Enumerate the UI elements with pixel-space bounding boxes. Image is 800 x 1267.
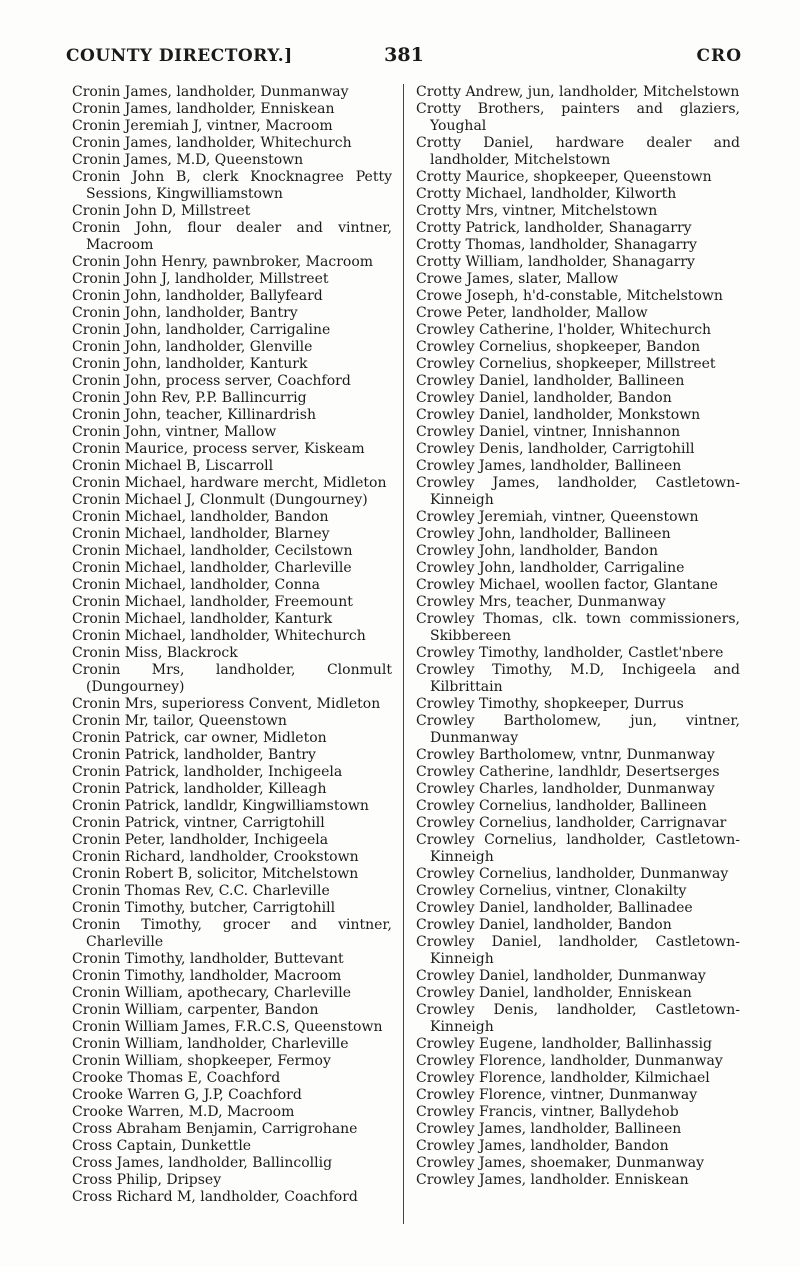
directory-entry: Crowley Denis, landholder, Castletown-Kinneigh: [416, 1002, 740, 1035]
directory-entry: Cronin John Rev, P.P. Ballincurrig: [72, 390, 307, 406]
directory-entry: Crooke Thomas E, Coachford: [72, 1070, 281, 1086]
directory-entry: Cronin Michael, landholder, Charleville: [72, 560, 352, 576]
page-header: [66, 46, 742, 74]
directory-entry: Cronin William, apothecary, Charleville: [72, 985, 352, 1001]
directory-entry: Cronin Patrick, vintner, Carrigtohill: [72, 815, 325, 831]
directory-entry: Cronin John Henry, pawnbroker, Macroom: [72, 254, 374, 270]
directory-entry: Cronin Peter, landholder, Inchigeela: [72, 832, 329, 848]
directory-entry: Cronin Michael B, Liscarroll: [72, 458, 274, 474]
right-column: [416, 84, 740, 1189]
directory-entry: Crowley Thomas, clk. town commissioners, Skibbereen: [416, 611, 740, 644]
directory-entry: Cronin John J, landholder, Millstreet: [72, 271, 329, 287]
directory-entry: Crowley Eugene, landholder, Ballinhassig: [416, 1036, 712, 1052]
directory-entry: Crowley Cornelius, shopkeeper, Bandon: [416, 339, 701, 355]
column-divider: [403, 84, 404, 1224]
directory-entry: Crowley John, landholder, Carrigaline: [416, 560, 685, 576]
directory-entry: Crowley John, landholder, Ballineen: [416, 526, 671, 542]
directory-entry: Crowley Daniel, landholder, Dunmanway: [416, 968, 706, 984]
directory-entry: Crotty William, landholder, Shanagarry: [416, 254, 695, 270]
directory-entry: Cronin John, landholder, Ballyfeard: [72, 288, 323, 304]
directory-entry: Crowley Mrs, teacher, Dunmanway: [416, 594, 666, 610]
directory-entry: Cronin Thomas Rev, C.C. Charleville: [72, 883, 330, 899]
directory-entry: Cronin John B, clerk Knocknagree Petty Sessions, Kingwilliamstown: [72, 169, 392, 202]
directory-entry: Cronin James, landholder, Enniskean: [72, 101, 335, 117]
directory-entry: Cross Captain, Dunkettle: [72, 1138, 252, 1154]
directory-entry: Crowe James, slater, Mallow: [416, 271, 619, 287]
directory-entry: Cronin Robert B, solicitor, Mitchelstown: [72, 866, 359, 882]
directory-entry: Crooke Warren, M.D, Macroom: [72, 1104, 295, 1120]
directory-entry: Crowley Timothy, landholder, Castlet'nbere: [416, 645, 724, 661]
directory-entry: Crowley Catherine, landhldr, Desertserges: [416, 764, 720, 780]
directory-entry: Crowley Florence, landholder, Dunmanway: [416, 1053, 723, 1069]
directory-entry: Cronin Patrick, landholder, Bantry: [72, 747, 316, 763]
directory-entry: Cronin Patrick, car owner, Midleton: [72, 730, 327, 746]
directory-entry: Cronin Patrick, landldr, Kingwilliamstown: [72, 798, 369, 814]
directory-entry: Cross Philip, Dripsey: [72, 1172, 222, 1188]
directory-entry: Cronin Michael, landholder, Blarney: [72, 526, 330, 542]
directory-entry: Cross Richard M, landholder, Coachford: [72, 1189, 358, 1205]
directory-entry: Crowley James, shoemaker, Dunmanway: [416, 1155, 705, 1171]
directory-entry: Cronin Mr, tailor, Queenstown: [72, 713, 287, 729]
directory-entry: Crowley James, landholder, Bandon: [416, 1138, 669, 1154]
directory-entry: Cronin John, landholder, Bantry: [72, 305, 298, 321]
directory-entry: Cronin Timothy, landholder, Buttevant: [72, 951, 344, 967]
directory-entry: Crotty Brothers, painters and glaziers, Youghal: [416, 101, 740, 134]
directory-entry: Cronin Michael, landholder, Whitechurch: [72, 628, 366, 644]
directory-entry: Crotty Andrew, jun, landholder, Mitchelstown: [416, 84, 740, 100]
directory-entry: Crowley Bartholomew, jun, vintner, Dunmanway: [416, 713, 740, 746]
page-number: 381: [384, 44, 424, 66]
directory-entry: Cronin John, landholder, Carrigaline: [72, 322, 331, 338]
directory-entry: Cronin James, landholder, Dunmanway: [72, 84, 349, 100]
directory-entry: Crowley Denis, landholder, Carrigtohill: [416, 441, 695, 457]
directory-entry: Cronin William James, F.R.C.S, Queenstown: [72, 1019, 383, 1035]
directory-entry: Cronin John, teacher, Killinardrish: [72, 407, 316, 423]
directory-entry: Crowley Florence, vintner, Dunmanway: [416, 1087, 698, 1103]
directory-entry: Crowley Daniel, landholder, Ballinadee: [416, 900, 693, 916]
directory-entry: Crotty Michael, landholder, Kilworth: [416, 186, 677, 202]
directory-entry: Cronin Michael, landholder, Kanturk: [72, 611, 333, 627]
directory-entry: Crowley Daniel, vintner, Innishannon: [416, 424, 681, 440]
directory-entry: Crowley Jeremiah, vintner, Queenstown: [416, 509, 699, 525]
directory-entry: Cronin John D, Millstreet: [72, 203, 251, 219]
directory-entry: Crowley Cornelius, shopkeeper, Millstreet: [416, 356, 716, 372]
directory-entry: Crowley Cornelius, landholder, Carrignavar: [416, 815, 727, 831]
directory-entry: Cronin Timothy, butcher, Carrigtohill: [72, 900, 336, 916]
directory-entry: Cronin John, vintner, Mallow: [72, 424, 277, 440]
directory-entry: Crowley James, landholder, Ballineen: [416, 458, 682, 474]
directory-entry: Crowley Daniel, landholder, Bandon: [416, 390, 672, 406]
directory-entry: Crowley Timothy, shopkeeper, Durrus: [416, 696, 684, 712]
directory-entry: Crowley Michael, woollen factor, Glantane: [416, 577, 718, 593]
directory-entry: Crowley Bartholomew, vntnr, Dunmanway: [416, 747, 715, 763]
directory-entry: Crowley Catherine, l'holder, Whitechurch: [416, 322, 712, 338]
directory-entry: Crowley John, landholder, Bandon: [416, 543, 658, 559]
directory-entry: Crowley James, landholder, Ballineen: [416, 1121, 682, 1137]
directory-entry: Crowley Charles, landholder, Dunmanway: [416, 781, 715, 797]
directory-entry: Cronin Timothy, grocer and vintner, Charleville: [72, 917, 392, 950]
directory-entry: Crowley Daniel, landholder, Enniskean: [416, 985, 692, 1001]
directory-entry: Cronin Mrs, superioress Convent, Midleton: [72, 696, 381, 712]
directory-entry: Cronin John, process server, Coachford: [72, 373, 351, 389]
directory-entry: Cronin James, landholder, Whitechurch: [72, 135, 352, 151]
directory-entry: Cronin James, M.D, Queenstown: [72, 152, 304, 168]
directory-entry: Crotty Maurice, shopkeeper, Queenstown: [416, 169, 712, 185]
directory-entry: Cronin Richard, landholder, Crookstown: [72, 849, 359, 865]
directory-entry: Crowley Cornelius, landholder, Castletown-Kinneigh: [416, 832, 740, 865]
left-column: [72, 84, 392, 1206]
directory-entry: Cross James, landholder, Ballincollig: [72, 1155, 333, 1171]
running-head-right: CRO: [696, 46, 742, 66]
directory-entry: Crowley James, landholder. Enniskean: [416, 1172, 689, 1188]
directory-entry: Crowley Daniel, landholder, Monkstown: [416, 407, 701, 423]
directory-entry: Cronin Michael, landholder, Cecilstown: [72, 543, 353, 559]
directory-entry: Cronin John, flour dealer and vintner, Macroom: [72, 220, 392, 253]
directory-entry: Cronin Maurice, process server, Kiskeam: [72, 441, 365, 457]
directory-entry: Crotty Mrs, vintner, Mitchelstown: [416, 203, 658, 219]
directory-entry: Crowley Florence, landholder, Kilmichael: [416, 1070, 710, 1086]
directory-entry: Cronin William, carpenter, Bandon: [72, 1002, 319, 1018]
directory-entry: Crowley Daniel, landholder, Bandon: [416, 917, 672, 933]
directory-entry: Crowley Daniel, landholder, Castletown-Kinneigh: [416, 934, 740, 967]
directory-entry: Cronin Michael J, Clonmult (Dungourney): [72, 492, 368, 508]
directory-entry: Crowe Joseph, h'd-constable, Mitchelstown: [416, 288, 723, 304]
directory-entry: Crotty Thomas, landholder, Shanagarry: [416, 237, 697, 253]
directory-entry: Cronin Michael, landholder, Bandon: [72, 509, 329, 525]
directory-entry: Cronin Jeremiah J, vintner, Macroom: [72, 118, 333, 134]
directory-entry: Crowley Timothy, M.D, Inchigeela and Kilbrittain: [416, 662, 740, 695]
directory-entry: Cronin Mrs, landholder, Clonmult (Dungourney): [72, 662, 392, 695]
directory-entry: Cronin William, landholder, Charleville: [72, 1036, 349, 1052]
directory-entry: Crowley Francis, vintner, Ballydehob: [416, 1104, 679, 1120]
directory-entry: Crowley Daniel, landholder, Ballineen: [416, 373, 685, 389]
directory-entry: Cronin Michael, hardware mercht, Midleton: [72, 475, 387, 491]
directory-entry: Cronin Timothy, landholder, Macroom: [72, 968, 342, 984]
directory-entry: Cronin Miss, Blackrock: [72, 645, 238, 661]
directory-entry: Crowley Cornelius, vintner, Clonakilty: [416, 883, 687, 899]
directory-entry: Crotty Daniel, hardware dealer and landholder, Mitchelstown: [416, 135, 740, 168]
directory-entry: Crotty Patrick, landholder, Shanagarry: [416, 220, 692, 236]
running-head-left: COUNTY DIRECTORY.]: [66, 46, 293, 66]
directory-entry: Cronin John, landholder, Kanturk: [72, 356, 308, 372]
directory-entry: Cronin William, shopkeeper, Fermoy: [72, 1053, 331, 1069]
directory-entry: Crowe Peter, landholder, Mallow: [416, 305, 648, 321]
directory-entry: Cronin Michael, landholder, Conna: [72, 577, 321, 593]
directory-entry: Crowley James, landholder, Castletown-Kinneigh: [416, 475, 740, 508]
directory-entry: Cronin Michael, landholder, Freemount: [72, 594, 353, 610]
directory-entry: Crowley Cornelius, landholder, Ballineen: [416, 798, 707, 814]
directory-entry: Cronin John, landholder, Glenville: [72, 339, 313, 355]
directory-entry: Crooke Warren G, J.P, Coachford: [72, 1087, 302, 1103]
directory-entry: Cross Abraham Benjamin, Carrigrohane: [72, 1121, 358, 1137]
directory-entry: Cronin Patrick, landholder, Killeagh: [72, 781, 327, 797]
directory-entry: Cronin Patrick, landholder, Inchigeela: [72, 764, 343, 780]
directory-entry: Crowley Cornelius, landholder, Dunmanway: [416, 866, 729, 882]
